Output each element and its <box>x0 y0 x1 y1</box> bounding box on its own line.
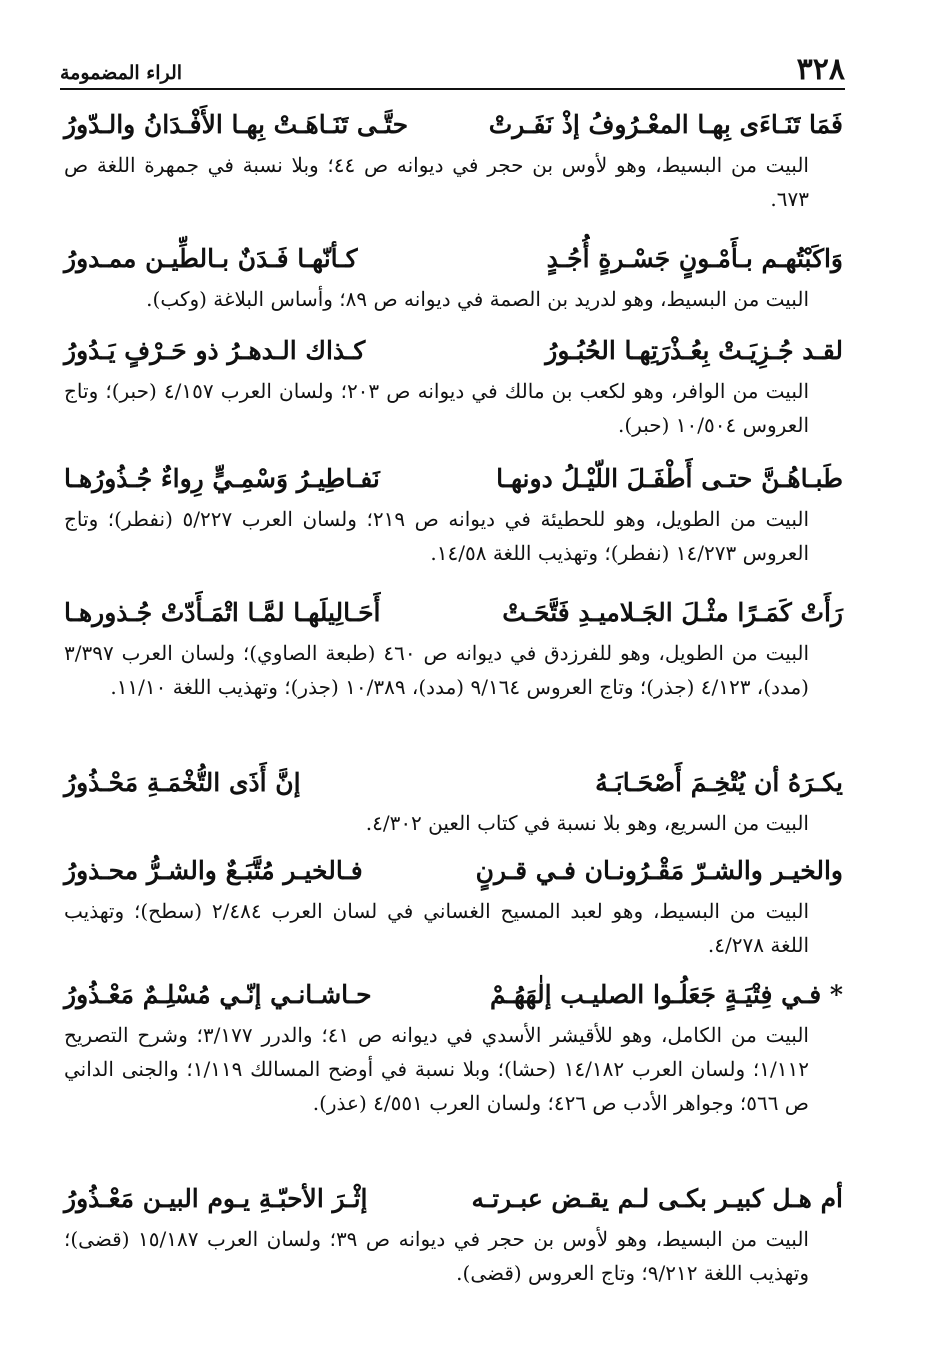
second-hemistich: فـالخيـر مُتَّبَـعٌ والشـرُّ محـذورُ <box>64 856 363 885</box>
first-hemistich: رَأَتْ كَمَـرًا مثْـلَ الجَـلاميـدِ فَتَّحَـتْ <box>502 598 843 627</box>
verse-line <box>64 236 843 282</box>
verse-footnote: البيت من البسيط، وهو لدريد بن الصمة في ديوانه ص ٨٩؛ وأساس البلاغة (وكب). <box>146 287 809 311</box>
verse-footnote: البيت من الوافر، وهو لكعب بن مالك في ديوانه ص ٢٠٣؛ ولسان العرب ٤/١٥٧ (حبر)؛ وتاج العروس ١٠/٥٠٤ (حبر). <box>64 379 810 437</box>
verse-entry <box>64 590 843 704</box>
first-hemistich: يكـرَهُ أن يُتْخِـمَ أَصْحَـابَـهُ <box>595 768 843 797</box>
first-hemistich: أم هـل كبيـر بكـى لـم يقـض عبـرتـه <box>471 1184 843 1213</box>
first-hemistich: والخيـر والشـرّ مَقْـرُونـان فـي قـرنٍ <box>475 856 843 885</box>
first-hemistich: فَمَا تَنَـاءَى بِهـا المعْـرُوفُ إذْ نَفَـرتْ <box>488 110 843 139</box>
verse-entry <box>64 972 843 1120</box>
first-hemistich: طَبـاهُـنَّ حتـى أَطْفَـلَ اللّيْـلُ دونهـا <box>496 464 843 493</box>
verse-line <box>64 760 843 806</box>
second-hemistich: أَحَـالِيلَهـا لمَّـا اتْمَـأَدّتْ جُـذورهـا <box>64 598 381 627</box>
page-header <box>60 52 845 90</box>
running-title: الراء المضمومة <box>60 58 190 88</box>
second-hemistich: كـذاك الـدهـرُ ذو حَـرْفٍ يَـدُورُ <box>64 336 366 365</box>
verse-line <box>64 328 843 374</box>
first-hemistich: * فـي فِتْيَـةٍ جَعَلُـوا الصليـب إلٰهَهُـمْ <box>490 980 843 1009</box>
verse-entry <box>64 760 843 840</box>
second-hemistich: كـأنّهـا فَـدَنٌ بـالطِّيـن ممـدورُ <box>64 244 358 273</box>
page-number: ٣٢٨ <box>789 52 845 88</box>
verse-footnote: البيت من السريع، وهو بلا نسبة في كتاب العين ٤/٣٠٢. <box>365 811 809 835</box>
second-hemistich: إنَّ أَذَى التُّخْمَـةِ مَحْـذُورُ <box>64 768 301 797</box>
verse-entry <box>64 328 843 442</box>
verse-line <box>64 1176 843 1222</box>
verse-line <box>64 972 843 1018</box>
verse-footnote: البيت من البسيط، وهو لأوس بن حجر في ديوانه ص ٣٩؛ ولسان العرب ١٥/١٨٧ (قضى)؛ وتهذيب اللغة ٩/٢١٢؛ وتاج العروس (قضى). <box>64 1227 809 1285</box>
second-hemistich: حتَّـى تَنَـاهَـتْ بِهـا الأَفْـدَانُ والـدّورُ <box>64 110 409 139</box>
verse-entry <box>64 1176 843 1290</box>
verse-footnote: البيت من الطويل، وهو للفرزدق في ديوانه ص ٤٦٠ (طبعة الصاوي)؛ ولسان العرب ٣/٣٩٧ (مدد)، ٤/١٢٣ (جذر)؛ وتاج العروس ٩/١٦٤ (مدد)، ١٠/٣٨٩ (جذر)؛ وتهذيب اللغة ١١/١٠. <box>64 641 810 699</box>
verse-line <box>64 456 843 502</box>
verse-line <box>64 848 843 894</box>
verse-footnote: البيت من البسيط، وهو لأوس بن حجر في ديوانه ص ٤٤؛ وبلا نسبة في جمهرة اللغة ص ٦٧٣. <box>64 153 809 211</box>
second-hemistich: حـاشـانـي إنّـي مُسْلِـمٌ مَعْـذُورُ <box>64 980 372 1009</box>
first-hemistich: وَاكَبْتُهـم بـأَمْـونٍ جَسْـرةٍ أُجُـدٍ <box>546 244 843 273</box>
verse-line <box>64 590 843 636</box>
verse-entry <box>64 236 843 316</box>
verse-footnote: البيت من الكامل، وهو للأقيشر الأسدي في ديوانه ص ٤١؛ والدرر ٣/١٧٧؛ وشرح التصريح ١/١١٢؛ ولسان العرب ١٤/١٨٢ (حشا)؛ وبلا نسبة في أوضح المسالك ١/١١٩؛ والجنى الداني ص ٥٦٦؛ وجواهر الأدب ص ٤٢٦؛ ولسان العرب ٤/٥٥١ (عذر). <box>64 1023 809 1115</box>
verse-footnote: البيت من البسيط، وهو لعبد المسيح الغساني في لسان العرب ٢/٤٨٤ (سطح)؛ وتهذيب اللغة ٤/٢٧٨. <box>64 899 809 957</box>
second-hemistich: إثْـرَ الأحبّـةِ يـوم البيـن مَعْـذُورُ <box>64 1184 368 1213</box>
verse-entry <box>64 848 843 962</box>
verse-entry <box>64 102 843 216</box>
second-hemistich: نَفـاطِيـرُ وَسْمِـيٍّ رِواءٌ جُـذُورُهـا <box>64 464 380 493</box>
first-hemistich: لقـد جُـزِيَـتْ بِعُـذْرَتِهـا الحُبُـورُ <box>545 336 843 365</box>
verse-footnote: البيت من الطويل، وهو للحطيئة في ديوانه ص ٢١٩؛ ولسان العرب ٥/٢٢٧ (نفطر)؛ وتاج العروس ١٤/٢٧٣ (نفطر)؛ وتهذيب اللغة ١٤/٥٨. <box>64 507 810 565</box>
verse-entry <box>64 456 843 570</box>
verse-line <box>64 102 843 148</box>
